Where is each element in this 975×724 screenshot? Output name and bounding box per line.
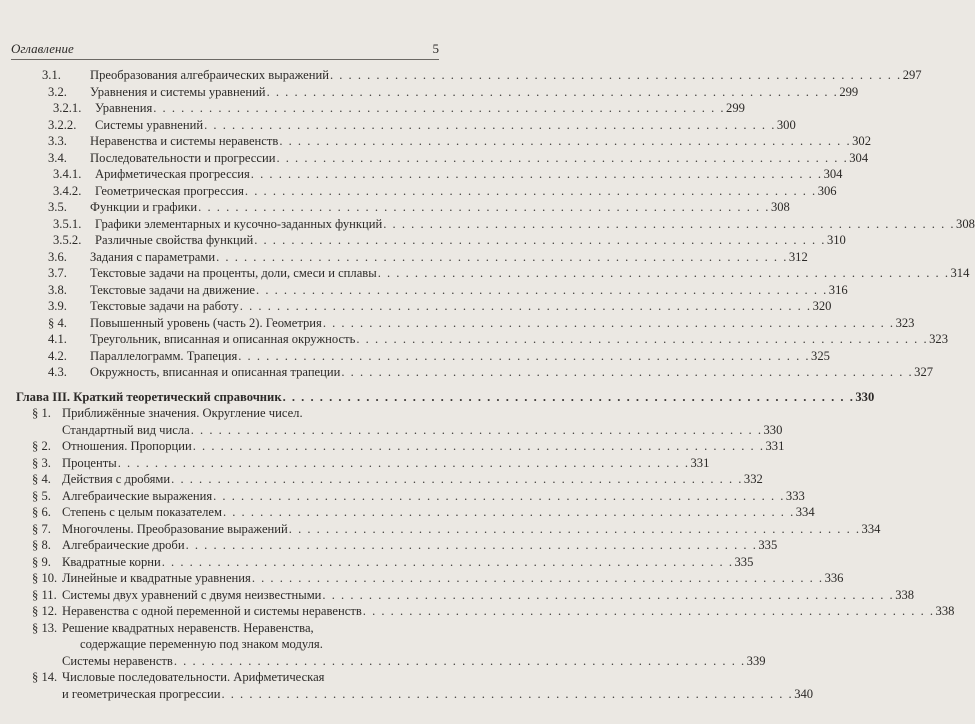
entry-title: Неравенства и системы неравенств xyxy=(90,134,279,148)
entry-page: 323 xyxy=(895,315,915,330)
entry-page: 316 xyxy=(828,282,848,297)
leader-dots: . . . . . . . . . . . . . . . . . . . . . . . . . . . . . . . . . . . . . . . . . . . . . . . . . . . . . . . . . . . . . . xyxy=(254,233,826,247)
toc-entry xyxy=(0,150,869,167)
entry-line xyxy=(90,315,915,332)
entry-page: 299 xyxy=(726,101,745,115)
entry-number: § 13. xyxy=(32,620,58,635)
entry-number: § 5. xyxy=(32,488,51,503)
entry-title: Алгебраические выражения xyxy=(62,488,213,503)
header-rule xyxy=(11,59,439,60)
leader-dots: . . . . . . . . . . . . . . . . . . . . . . . . . . . . . . . . . . . . . . . . . . . . . . . . . . . . . . . . . . . . . . xyxy=(377,266,950,280)
toc-entry xyxy=(0,166,843,183)
entry-number: 3.2.2. xyxy=(48,117,77,132)
entry-line xyxy=(80,636,436,653)
leader-dots: . . . . . . . . . . . . . . . . . . . . . . . . . . . . . . . . . . . . . . . . . . . . . . . . . . . . . . . . . . . . . . xyxy=(198,200,770,214)
entry-number: 3.9. xyxy=(48,299,67,313)
entry-page: 308 xyxy=(770,200,790,214)
entry-line xyxy=(90,133,871,150)
entry-line xyxy=(62,686,814,703)
leader-dots: . . . . . . . . . . . . . . . . . . . . . . . . . . . . . . . . . . . . . . . . . . . . . . . . . . . . . . . . . . . . . . xyxy=(341,365,914,379)
entry-title: Линейные и квадратные уравнения xyxy=(62,571,251,585)
entry-title: Текстовые задачи на проценты, доли, смеси и сплавы xyxy=(90,266,377,280)
entry-line xyxy=(90,249,808,266)
leader-dots: . . . . . . . . . . . . . . . . . . . . . . . . . . . . . . . . . . . . . . . . . . . . . . . . . . . . . . . . . . . . . . xyxy=(153,101,726,115)
entry-line xyxy=(62,603,955,620)
entry-line xyxy=(62,504,815,521)
entry-title: Графики элементарных и кусочно-заданных функций xyxy=(95,216,383,231)
toc-entry xyxy=(0,315,915,332)
entry-number: § 6. xyxy=(32,505,51,519)
entry-line xyxy=(95,117,796,134)
entry-page: 335 xyxy=(734,554,754,569)
entry-page: 327 xyxy=(914,365,934,379)
entry-title: Уравнения xyxy=(95,101,153,115)
entry-title: Текстовые задачи на движение xyxy=(90,282,256,297)
leader-dots: . . . . . . . . . . . . . . . . . . . . . . . . . . . . . . . . . . . . . . . . . . . . . . . . . . . . . . . . . . . . . . xyxy=(251,571,824,585)
toc-entry xyxy=(0,331,948,348)
entry-page: 300 xyxy=(776,117,796,132)
toc-entry xyxy=(0,84,859,101)
entry-page: 304 xyxy=(823,167,843,181)
leader-dots: . . . . . . . . . . . . . . . . . . . . . . . . . . . . . . . . . . . . . . . . . . . . . . . . . . . . . . . . . . . . . . xyxy=(282,389,855,404)
toc-entry xyxy=(0,686,814,703)
entry-title: содержащие переменную под знаком модуля. xyxy=(80,637,323,651)
entry-title: Параллелограмм. Трапеция xyxy=(90,348,238,363)
leader-dots: . . . . . . . . . . . . . . . . . . . . . . . . . . . . . . . . . . . . . . . . . . . . . . . . . . . . . . . . . . . . . . xyxy=(213,488,785,503)
entry-number: § 14. xyxy=(32,670,58,684)
entry-number: 3.5.1. xyxy=(53,216,82,231)
entry-line xyxy=(62,570,844,587)
entry-line xyxy=(62,587,915,604)
entry-page: 314 xyxy=(950,266,970,280)
entry-number: 3.5.2. xyxy=(53,233,82,247)
entry-line xyxy=(90,67,922,84)
entry-title: Неравенства с одной переменной и системы неравенств xyxy=(62,604,362,618)
entry-number: § 4. xyxy=(48,315,67,330)
entry-title: Квадратные корни xyxy=(62,554,161,569)
entry-page: 308 xyxy=(956,216,975,231)
entry-line xyxy=(90,265,970,282)
entry-number: 3.4. xyxy=(48,150,67,165)
entry-line xyxy=(62,554,754,571)
entry-title: Системы неравенств xyxy=(62,653,173,668)
entry-number: 3.2.1. xyxy=(53,101,82,115)
toc-entry xyxy=(0,100,745,117)
toc-entry xyxy=(0,364,934,381)
entry-line xyxy=(62,669,436,686)
toc-entry xyxy=(0,521,881,538)
leader-dots: . . . . . . . . . . . . . . . . . . . . . . . . . . . . . . . . . . . . . . . . . . . . . . . . . . . . . . . . . . . . . . xyxy=(279,134,852,148)
entry-page: 306 xyxy=(817,183,837,198)
toc-entry xyxy=(0,653,766,670)
entry-page: 338 xyxy=(935,604,955,618)
toc-entry xyxy=(0,471,763,488)
entry-number: § 11. xyxy=(32,587,57,602)
leader-dots: . . . . . . . . . . . . . . . . . . . . . . . . . . . . . . . . . . . . . . . . . . . . . . . . . . . . . . . . . . . . . . xyxy=(171,472,743,486)
toc-entry xyxy=(0,669,450,686)
entry-number: 3.6. xyxy=(48,249,67,264)
leader-dots: . . . . . . . . . . . . . . . . . . . . . . . . . . . . . . . . . . . . . . . . . . . . . . . . . . . . . . . . . . . . . . xyxy=(204,117,776,132)
page-number: 5 xyxy=(432,41,439,56)
entry-number: § 8. xyxy=(32,538,51,552)
toc-entry xyxy=(0,348,830,365)
leader-dots: . . . . . . . . . . . . . . . . . . . . . . . . . . . . . . . . . . . . . . . . . . . . . . . . . . . . . . . . . . . . . . xyxy=(362,604,935,618)
entry-title: Уравнения и системы уравнений xyxy=(90,84,266,99)
toc-entry xyxy=(0,455,710,472)
entry-number: § 4. xyxy=(32,472,51,486)
entry-title: Повышенный уровень (часть 2). Геометрия xyxy=(90,315,322,330)
entry-page: 339 xyxy=(746,653,766,668)
entry-number: 3.3. xyxy=(48,134,67,148)
leader-dots: . . . . . . . . . . . . . . . . . . . . . . . . . . . . . . . . . . . . . . . . . . . . . . . . . . . . . . . . . . . . . . xyxy=(190,422,763,437)
entry-line xyxy=(90,150,869,167)
entry-page: 336 xyxy=(824,571,844,585)
entry-title: Арифметическая прогрессия xyxy=(95,167,250,181)
entry-page: 312 xyxy=(788,249,808,264)
entry-line xyxy=(62,488,805,505)
entry-number: 3.2. xyxy=(48,84,67,99)
entry-title: Стандартный вид числа xyxy=(62,422,190,437)
entry-line xyxy=(95,232,846,249)
leader-dots: . . . . . . . . . . . . . . . . . . . . . . . . . . . . . . . . . . . . . . . . . . . . . . . . . . . . . . . . . . . . . . xyxy=(322,587,895,602)
toc-entry xyxy=(0,587,915,604)
toc-entry xyxy=(0,422,783,439)
toc-entry xyxy=(0,504,815,521)
entry-number: 3.5. xyxy=(48,200,67,214)
chapter-heading xyxy=(0,389,875,406)
entry-line xyxy=(90,282,848,299)
entry-line xyxy=(62,620,436,637)
toc-entry xyxy=(0,298,832,315)
entry-page: 340 xyxy=(794,686,814,701)
entry-title: Отношения. Пропорции xyxy=(62,439,192,453)
entry-page: 302 xyxy=(852,134,871,148)
toc-entry xyxy=(0,570,844,587)
toc-entry xyxy=(0,488,805,505)
leader-dots: . . . . . . . . . . . . . . . . . . . . . . . . . . . . . . . . . . . . . . . . . . . . . . . . . . . . . . . . . . . . . . xyxy=(276,150,849,165)
toc-entry xyxy=(0,265,970,282)
entry-number: 3.4.1. xyxy=(53,167,82,181)
entry-page: 335 xyxy=(758,538,778,552)
entry-page: 325 xyxy=(811,348,830,363)
entry-line xyxy=(90,298,832,315)
entry-line xyxy=(90,199,790,216)
leader-dots: . . . . . . . . . . . . . . . . . . . . . . . . . . . . . . . . . . . . . . . . . . . . . . . . . . . . . . . . . . . . . . xyxy=(222,505,795,519)
entry-page: 330 xyxy=(855,389,875,404)
entry-number: § 7. xyxy=(32,521,51,536)
toc-entry xyxy=(0,232,846,249)
leader-dots: . . . . . . . . . . . . . . . . . . . . . . . . . . . . . . . . . . . . . . . . . . . . . . . . . . . . . . . . . . . . . . xyxy=(192,439,765,453)
entry-title: Системы уравнений xyxy=(95,117,204,132)
toc-entry xyxy=(0,405,450,422)
leader-dots: . . . . . . . . . . . . . . . . . . . . . . . . . . . . . . . . . . . . . . . . . . . . . . . . . . . . . . . . . . . . . . xyxy=(185,538,758,552)
entry-line xyxy=(95,216,975,233)
section-gap xyxy=(0,381,450,389)
leader-dots: . . . . . . . . . . . . . . . . . . . . . . . . . . . . . . . . . . . . . . . . . . . . . . . . . . . . . . . . . . . . . . xyxy=(266,84,839,99)
entry-number: 3.8. xyxy=(48,282,67,297)
entry-line xyxy=(62,537,778,554)
entry-number: 4.1. xyxy=(48,332,67,346)
entry-title: Преобразования алгебраических выражений xyxy=(90,68,329,82)
entry-page: 334 xyxy=(861,521,881,536)
entry-title: Приближённые значения. Округление чисел. xyxy=(62,406,303,420)
leader-dots: . . . . . . . . . . . . . . . . . . . . . . . . . . . . . . . . . . . . . . . . . . . . . . . . . . . . . . . . . . . . . . xyxy=(117,455,690,470)
toc-entry xyxy=(0,603,955,620)
entry-title: Многочлены. Преобразование выражений xyxy=(62,521,288,536)
leader-dots: . . . . . . . . . . . . . . . . . . . . . . . . . . . . . . . . . . . . . . . . . . . . . . . . . . . . . . . . . . . . . . xyxy=(239,299,812,313)
entry-page: 297 xyxy=(902,68,922,82)
entry-line xyxy=(62,405,436,422)
entry-line xyxy=(90,84,859,101)
leader-dots: . . . . . . . . . . . . . . . . . . . . . . . . . . . . . . . . . . . . . . . . . . . . . . . . . . . . . . . . . . . . . . xyxy=(250,167,823,181)
leader-dots: . . . . . . . . . . . . . . . . . . . . . . . . . . . . . . . . . . . . . . . . . . . . . . . . . . . . . . . . . . . . . . xyxy=(216,249,788,264)
entry-page: 331 xyxy=(765,439,785,453)
entry-page: 331 xyxy=(690,455,710,470)
entry-line xyxy=(90,364,934,381)
toc-entry xyxy=(0,537,778,554)
entry-page: 330 xyxy=(763,422,783,437)
entry-title: Действия с дробями xyxy=(62,472,171,486)
entry-line xyxy=(90,331,948,348)
entry-title: и геометрическая прогрессии xyxy=(62,686,221,701)
entry-number: § 2. xyxy=(32,439,51,453)
toc-entry xyxy=(0,554,754,571)
entry-page: 323 xyxy=(929,332,948,346)
entry-page: 320 xyxy=(812,299,832,313)
toc-entry xyxy=(0,216,975,233)
leader-dots: . . . . . . . . . . . . . . . . . . . . . . . . . . . . . . . . . . . . . . . . . . . . . . . . . . . . . . . . . . . . . . xyxy=(356,332,929,346)
entry-line xyxy=(62,438,785,455)
toc-entry xyxy=(0,183,837,200)
entry-page: 333 xyxy=(785,488,805,503)
leader-dots: . . . . . . . . . . . . . . . . . . . . . . . . . . . . . . . . . . . . . . . . . . . . . . . . . . . . . . . . . . . . . . xyxy=(244,183,817,198)
entry-line xyxy=(90,348,830,365)
toc-entry xyxy=(0,438,785,455)
entry-line xyxy=(62,455,710,472)
entry-title: Различные свойства функций xyxy=(95,233,254,247)
entry-title: Окружность, вписанная и описанная трапеции xyxy=(90,365,341,379)
entry-number: § 1. xyxy=(32,406,51,420)
entry-line xyxy=(62,521,881,538)
toc-entry xyxy=(0,67,922,84)
entry-number: § 3. xyxy=(32,455,51,470)
entry-line xyxy=(95,183,837,200)
entry-title: Алгебраические дроби xyxy=(62,538,185,552)
entry-title: Треугольник, вписанная и описанная окружность xyxy=(90,332,356,346)
entry-line xyxy=(62,653,766,670)
running-header xyxy=(11,41,439,57)
entry-page: 338 xyxy=(895,587,915,602)
entry-title: Функции и графики xyxy=(90,200,198,214)
leader-dots: . . . . . . . . . . . . . . . . . . . . . . . . . . . . . . . . . . . . . . . . . . . . . . . . . . . . . . . . . . . . . . xyxy=(221,686,794,701)
entry-number: 4.3. xyxy=(48,365,67,379)
entry-title: Геометрическая прогрессия xyxy=(95,183,244,198)
leader-dots: . . . . . . . . . . . . . . . . . . . . . . . . . . . . . . . . . . . . . . . . . . . . . . . . . . . . . . . . . . . . . . xyxy=(383,216,956,231)
entry-number: § 10. xyxy=(32,571,58,585)
entry-number: 3.1. xyxy=(42,68,61,82)
toc-entry xyxy=(0,636,450,653)
entry-number: § 12. xyxy=(32,604,58,618)
entry-title: Глава III. Краткий теоретический справочник xyxy=(16,389,282,404)
entry-number: 3.4.2. xyxy=(53,183,82,198)
entry-number: 4.2. xyxy=(48,348,67,363)
entry-page: 310 xyxy=(826,233,846,247)
entry-title: Задания с параметрами xyxy=(90,249,216,264)
running-title: Оглавление xyxy=(11,41,74,56)
entry-number: 3.7. xyxy=(48,266,67,280)
leader-dots: . . . . . . . . . . . . . . . . . . . . . . . . . . . . . . . . . . . . . . . . . . . . . . . . . . . . . . . . . . . . . . xyxy=(238,348,811,363)
entry-title: Числовые последовательности. Арифметическая xyxy=(62,670,325,684)
leader-dots: . . . . . . . . . . . . . . . . . . . . . . . . . . . . . . . . . . . . . . . . . . . . . . . . . . . . . . . . . . . . . . xyxy=(288,521,861,536)
entry-page: 332 xyxy=(743,472,763,486)
entry-line xyxy=(62,422,783,439)
entry-title: Последовательности и прогрессии xyxy=(90,150,276,165)
toc-entry xyxy=(0,249,808,266)
leader-dots: . . . . . . . . . . . . . . . . . . . . . . . . . . . . . . . . . . . . . . . . . . . . . . . . . . . . . . . . . . . . . . xyxy=(322,315,895,330)
toc-entry xyxy=(0,620,450,637)
entry-line xyxy=(62,471,763,488)
toc-entry xyxy=(0,133,871,150)
entry-page: 304 xyxy=(849,150,869,165)
entry-title: Проценты xyxy=(62,455,117,470)
entry-title: Текстовые задачи на работу xyxy=(90,299,239,313)
leader-dots: . . . . . . . . . . . . . . . . . . . . . . . . . . . . . . . . . . . . . . . . . . . . . . . . . . . . . . . . . . . . . . xyxy=(161,554,734,569)
entry-line xyxy=(95,166,843,183)
toc-entry xyxy=(0,117,796,134)
leader-dots: . . . . . . . . . . . . . . . . . . . . . . . . . . . . . . . . . . . . . . . . . . . . . . . . . . . . . . . . . . . . . . xyxy=(256,282,828,297)
leader-dots: . . . . . . . . . . . . . . . . . . . . . . . . . . . . . . . . . . . . . . . . . . . . . . . . . . . . . . . . . . . . . . xyxy=(173,653,746,668)
entry-title: Решение квадратных неравенств. Неравенства, xyxy=(62,620,314,635)
toc-entry xyxy=(0,199,790,216)
entry-page: 334 xyxy=(795,505,815,519)
entry-title: Системы двух уравнений с двумя неизвестными xyxy=(62,587,322,602)
leader-dots: . . . . . . . . . . . . . . . . . . . . . . . . . . . . . . . . . . . . . . . . . . . . . . . . . . . . . . . . . . . . . . xyxy=(329,68,902,82)
table-of-contents xyxy=(0,67,975,702)
toc-entry xyxy=(0,282,848,299)
entry-title: Степень с целым показателем xyxy=(62,505,222,519)
entry-line xyxy=(95,100,745,117)
entry-page: 299 xyxy=(839,84,859,99)
entry-line xyxy=(16,389,875,406)
entry-number: § 9. xyxy=(32,554,51,569)
